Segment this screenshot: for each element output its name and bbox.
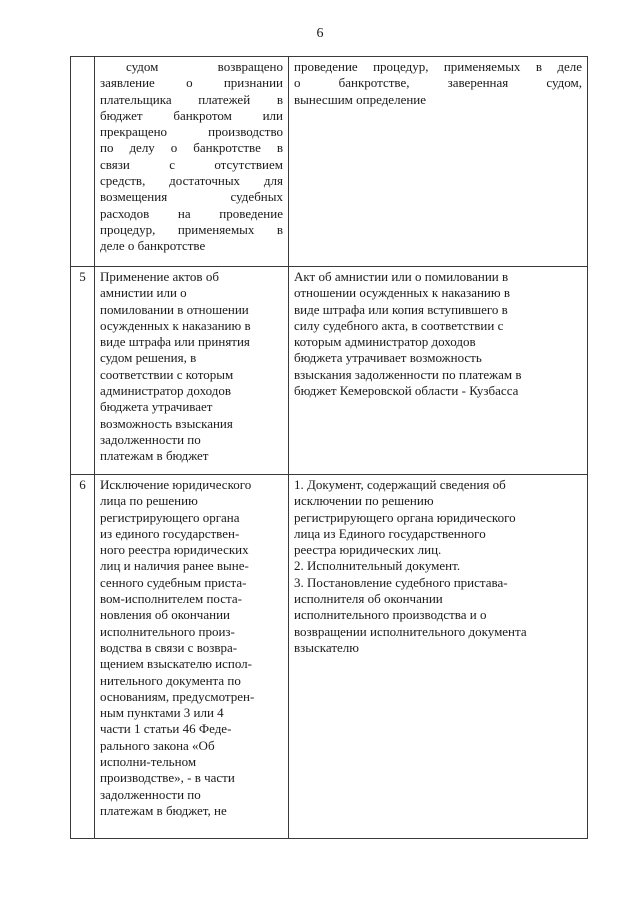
text-line: регистрирующего органа юридического — [294, 509, 516, 525]
text-line: бюджета утрачивает возможность — [294, 350, 482, 366]
text-line: судом возвращено — [126, 59, 283, 74]
text-line: осужденных к наказанию в — [100, 317, 251, 333]
text-line: Применение актов об — [100, 269, 219, 284]
documents-cell — [289, 57, 588, 267]
text-line: лица из Единого государственного — [294, 525, 486, 541]
text-line: проведение процедур, применяемых в деле — [294, 59, 582, 74]
text-line: силу судебного акта, в соответствии с — [294, 317, 504, 333]
text-line: возмещения судебных — [100, 189, 283, 205]
text-line: Исключение юридического — [100, 477, 252, 492]
row-number-cell: 5 — [71, 267, 95, 475]
text-line: исполнительного произ- — [100, 623, 235, 639]
text-line: водства в связи с возвра- — [100, 639, 238, 655]
row-number-cell — [71, 57, 95, 267]
text-line: которым администратор доходов — [294, 334, 476, 350]
text-line: расходов на проведение — [100, 205, 283, 221]
text-line: амнистии или о — [100, 285, 187, 301]
text-line: взыскателю — [294, 639, 359, 655]
text-line: ного реестра юридических — [100, 542, 249, 558]
text-line: возможность взыскания — [100, 415, 233, 431]
text-line: бюджета утрачивает — [100, 399, 213, 415]
text-line: о банкротстве, заверенная судом, — [294, 75, 582, 91]
text-line: администратор доходов — [100, 383, 231, 399]
documents-cell — [289, 475, 588, 839]
condition-cell — [95, 267, 289, 475]
text-line: взыскания задолженности по платежам в — [294, 366, 522, 382]
text-line: лица по решению — [100, 493, 198, 509]
text-line: щением взыскателю испол- — [100, 656, 253, 672]
text-line: 3. Постановление судебного пристава- — [294, 574, 508, 590]
text-line: задолженности по — [100, 431, 201, 447]
text-line: реестра юридических лиц. — [294, 542, 442, 558]
text-line: соответствии с которым — [100, 366, 234, 382]
text-line: регистрирующего органа — [100, 509, 240, 525]
text-line: виде штрафа или принятия — [100, 334, 250, 350]
text-line: основаниям, предусмотрен- — [100, 688, 255, 704]
condition-cell — [95, 57, 289, 267]
table-row — [71, 267, 588, 475]
text-line: производстве», - в части — [100, 770, 235, 786]
table-row — [71, 475, 588, 839]
text-line: рального закона «Об — [100, 737, 215, 753]
text-line: исполни-тельном — [100, 754, 197, 770]
text-line: платежам в бюджет, не — [100, 802, 227, 818]
text-line: отношении осужденных к наказанию в — [294, 285, 510, 301]
text-line: ным пунктами 3 или 4 — [100, 705, 224, 721]
text-line: 2. Исполнительный документ. — [294, 558, 461, 574]
text-line: исполнительного производства и о — [294, 607, 487, 623]
documents-cell — [289, 267, 588, 475]
text-line: исключении по решению — [294, 493, 434, 509]
text-line: вынесшим определение — [294, 91, 427, 107]
text-line: платежам в бюджет — [100, 448, 209, 464]
text-line: бюджет Кемеровской области - Кузбасса — [294, 383, 519, 399]
text-line: задолженности по — [100, 786, 201, 802]
text-line: лиц и наличия ранее выне- — [100, 558, 249, 574]
text-line: вом-исполнителем поста- — [100, 591, 242, 607]
text-line: процедур, применяемых в — [100, 221, 283, 237]
text-line: виде штрафа или копия вступившего в — [294, 301, 508, 317]
row-number-cell: 6 — [71, 475, 95, 839]
text-line: связи с отсутствием — [100, 156, 283, 172]
text-line: плательщика платежей в — [100, 91, 283, 107]
text-line: по делу о банкротстве в — [100, 140, 283, 156]
text-line: новления об окончании — [100, 607, 230, 623]
text-line: бюджет банкротом или — [100, 107, 283, 123]
table-row — [71, 57, 588, 267]
text-line: из единого государствен- — [100, 525, 240, 541]
text-line: 1. Документ, содержащий сведения об — [294, 477, 506, 492]
text-line: деле о банкротстве — [100, 238, 206, 254]
text-line: помиловании в отношении — [100, 301, 249, 317]
condition-cell — [95, 475, 289, 839]
text-line: нительного документа по — [100, 672, 241, 688]
text-line: части 1 статьи 46 Феде- — [100, 721, 232, 737]
text-line: возвращении исполнительного документа — [294, 623, 527, 639]
write-off-conditions-table — [70, 56, 588, 839]
text-line: сенного судебным приста- — [100, 574, 247, 590]
text-line: средств, достаточных для — [100, 173, 283, 189]
text-line: судом решения, в — [100, 350, 197, 366]
page-number: 6 — [316, 26, 324, 41]
text-line: прекращено производство — [100, 124, 283, 140]
text-line: Акт об амнистии или о помиловании в — [294, 269, 509, 284]
text-line: исполнителя об окончании — [294, 591, 443, 607]
text-line: заявление о признании — [100, 75, 283, 91]
